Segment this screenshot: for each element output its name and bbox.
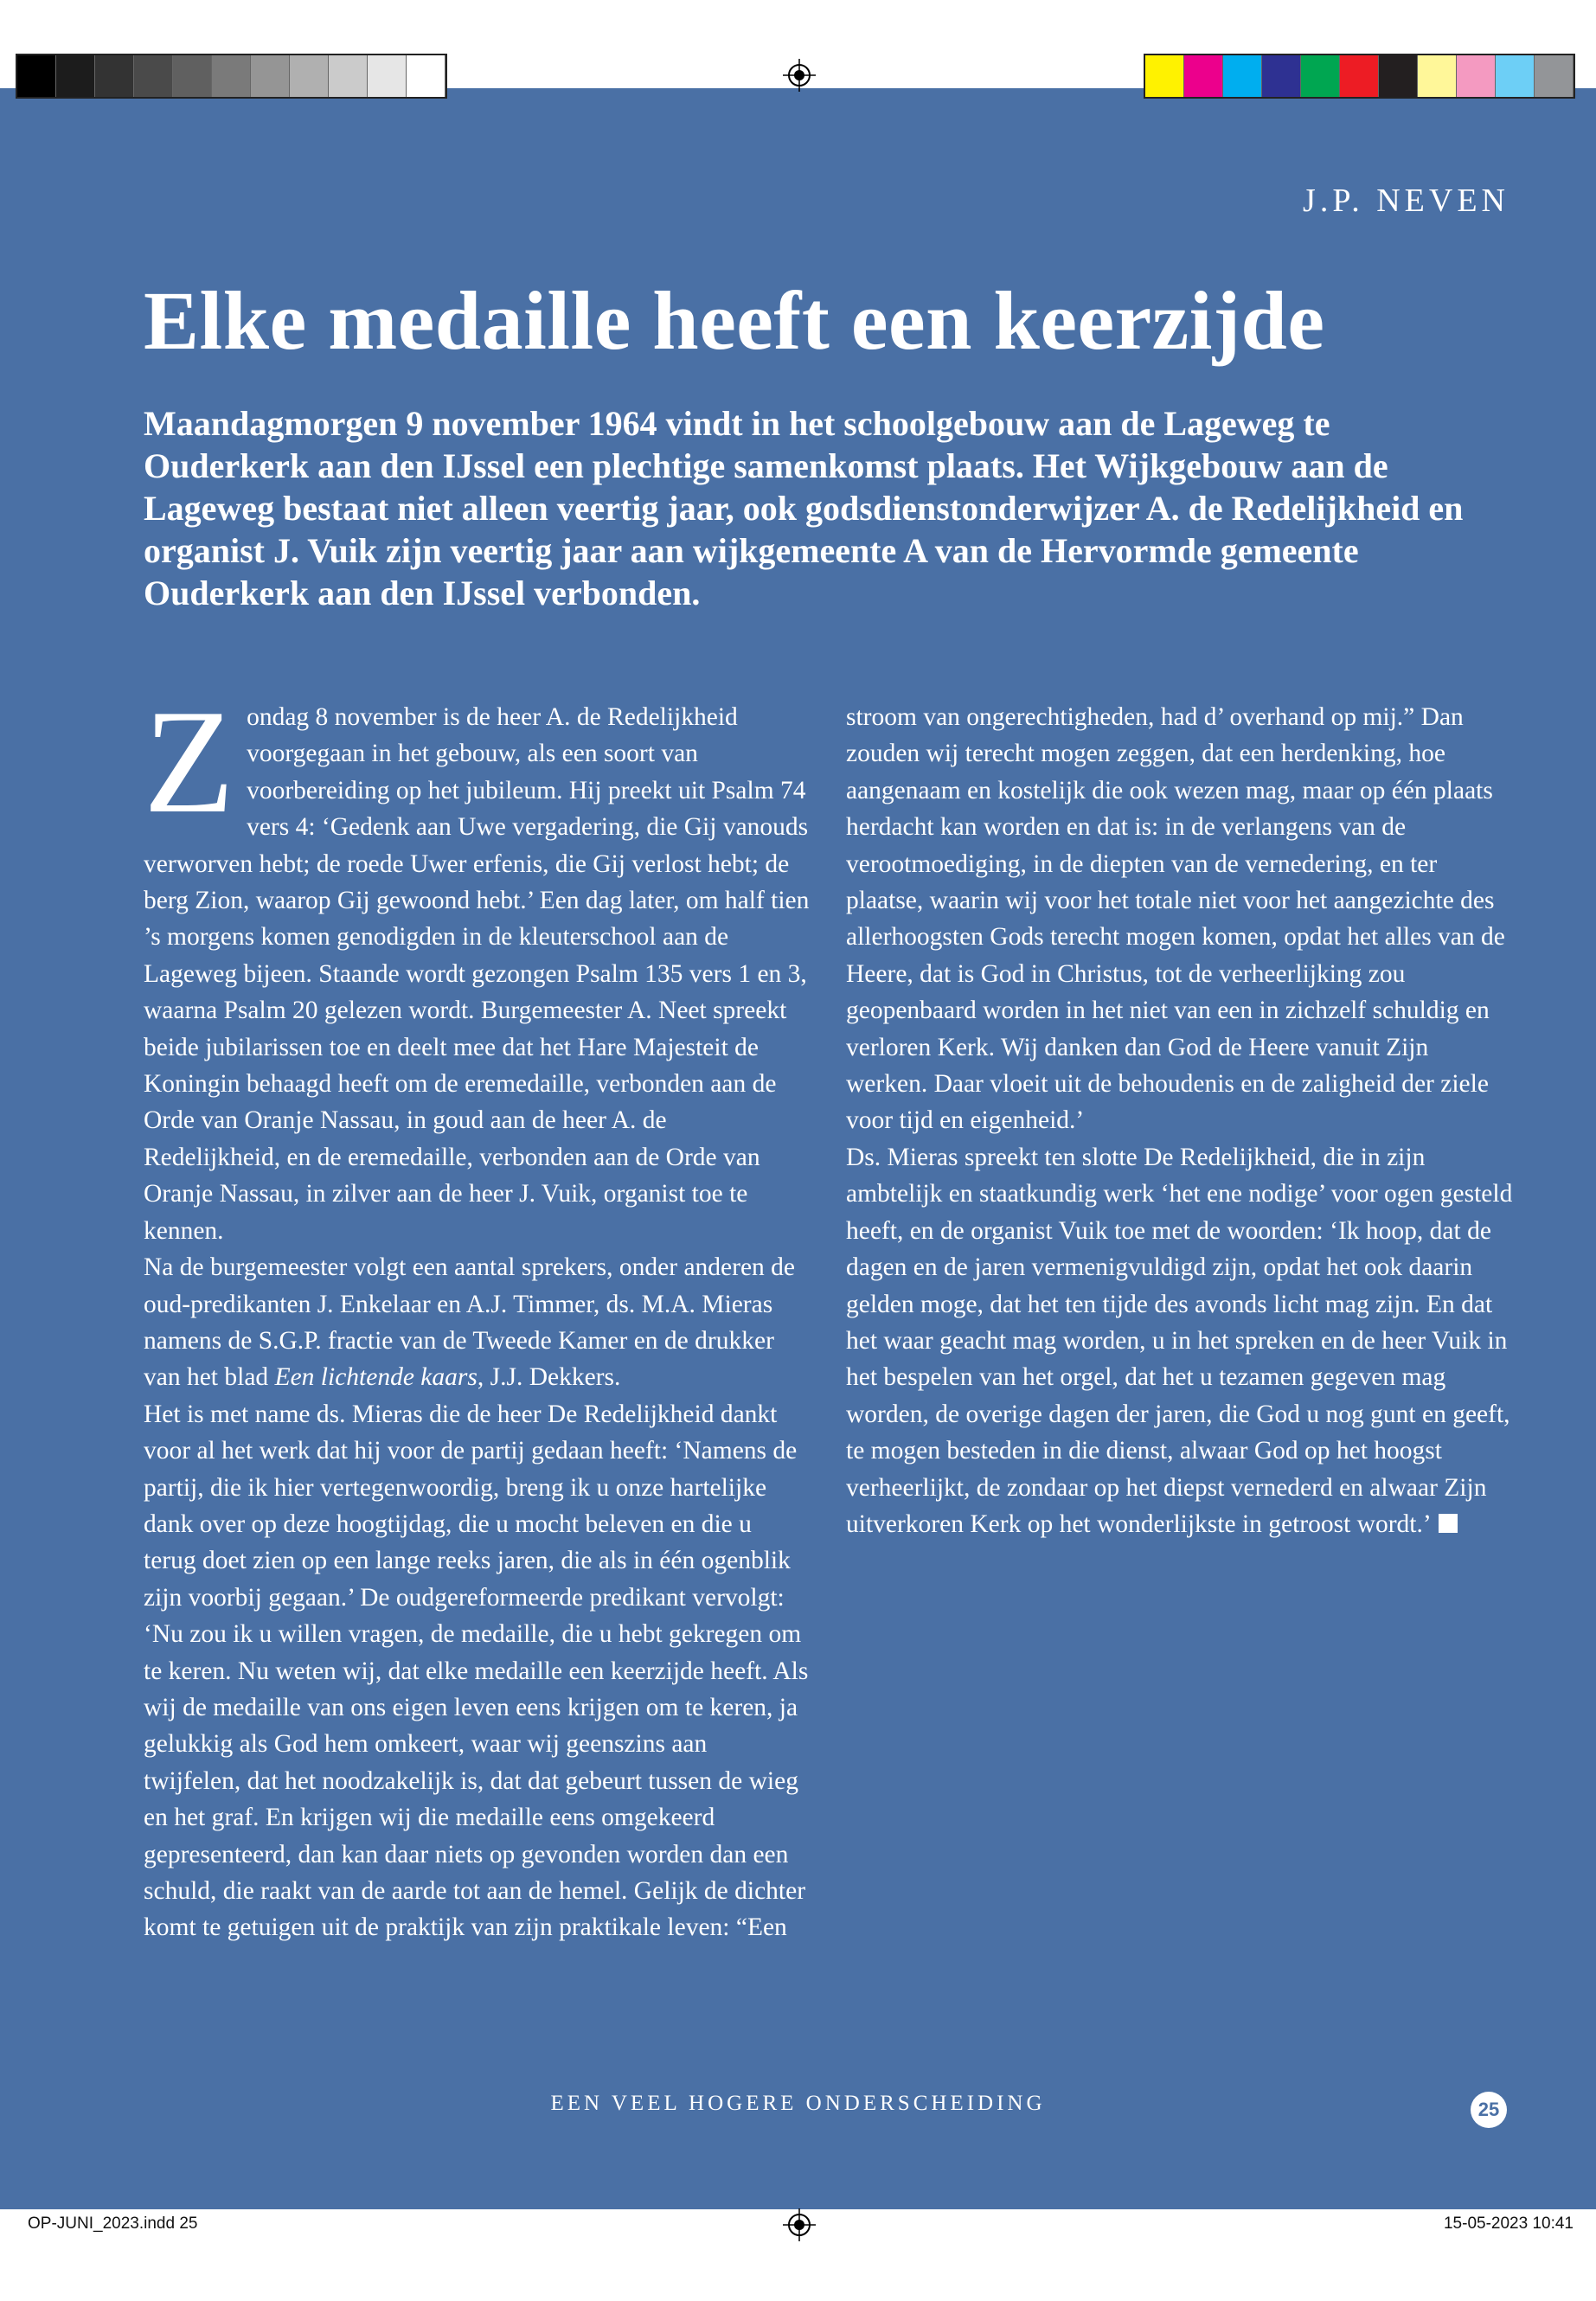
body-paragraph [144, 680, 810, 1249]
paragraph-text: Ds. Mieras spreekt ten slotte De Redelijkheid, die in zijn ambtelijk en staatkundig werk ‘het ene nodige’ voor ogen gesteld heeft, en de organist Vuik toe met de woorden: ‘Ik hoop, dat de dagen en de jaren vermenigvuldigd zijn, opdat het ook daarin gelden moge, dat het ten tijde des avonds licht mag zijn. En dat het waar geacht mag worden, u in het spreken en de heer Vuik in het bespelen van het orgel, dat het u tezamen gegeven mag worden, de overige dagen der jaren, die God u nog gunt en geeft, te mogen besteden in die dienst, alwaar God op het hoogst verheerlijkt, de zondaar op het diepst vernederd en alwaar Zijn uitverkoren Kerk op het wonderlijkste in getroost wordt.’ [846, 1143, 1513, 1538]
color-swatch [1223, 55, 1262, 97]
article-title: Elke medaille heeft een keerzijde [144, 274, 1325, 367]
gray-swatch [173, 55, 212, 97]
body-column-left [144, 680, 810, 1946]
paragraph-text: , J.J. Dekkers. [477, 1363, 621, 1392]
color-swatch [1496, 55, 1535, 97]
paragraph-text: Het is met name ds. Mieras die de heer De Redelijkheid dankt voor al het werk dat hij voor de partij gedaan heeft: ‘Namens de partij, die ik hier vertegenwoordig, breng ik u onze hartelijke dank over op deze hoogtijdag, die u mocht beleven en die u terug doet zien op een lange reeks jaren, die als in één ogenblik zijn voorbij gegaan.’ De oudgereformeerde predikant vervolgt: ‘Nu zou ik u willen vragen, de medaille, die u hebt gekregen om te keren. Nu weten wij, dat elke medaille een keerzijde heeft. Als wij de medaille van ons eigen leven eens krijgen om te keren, ja gelukkig als God hem omkeert, waar wij geenszins aan twijfelen, dat het noodzakelijk is, dat dat gebeurt tussen de wieg en het graf. En krijgen wij die medaille eens omgekeerd gepresenteerd, dan kan daar niets op gevonden worden dan een schuld, die raakt van de aarde tot aan de hemel. Gelijk de dichter komt te getuigen uit de praktijk van zijn praktikale leven: “Een [144, 1400, 809, 1942]
gray-swatch [329, 55, 368, 97]
gray-swatch [290, 55, 329, 97]
drop-cap: Z [144, 680, 235, 844]
gray-swatch [17, 55, 56, 97]
paragraph-text: ondag 8 november is de heer A. de Redelijkheid voorgegaan in het gebouw, als een soort van voorbereiding op het jubileum. Hij preekt uit Psalm 74 vers 4: ‘Gedenk aan Uwe vergadering, die Gij vanouds verworven hebt; de roede Uwer erfenis, die Gij verlost hebt; de berg Zion, waarop Gij gewoond hebt.’ Een dag later, om half tien ’s morgens komen genodigden in de kleuterschool aan de Lageweg bijeen. Staande wordt gezongen Psalm 135 vers 1 en 3, waarna Psalm 20 gelezen wordt. Burgemeester A. Neet spreekt beide jubilarissen toe en deelt mee dat het Hare Majesteit de Koningin behaagd heeft om de eremedaille, verbonden aan de Orde van Oranje Nassau, in goud aan de heer A. de Redelijkheid, en de eremedaille, verbonden aan de Orde van Oranje Nassau, in zilver aan de heer J. Vuik, organist toe te kennen. [144, 703, 810, 1245]
registration-mark-icon [783, 2208, 816, 2241]
author-name: J.P. NEVEN [1303, 183, 1509, 219]
color-swatch [1262, 55, 1301, 97]
gray-calibration-strip [16, 54, 447, 99]
paragraph-text: stroom van ongerechtigheden, had d’ overhand op mij.” Dan zouden wij terecht mogen zeggen, dat een herdenking, hoe aangenaam en kostelijk die ook wezen mag, maar op één plaats herdacht kan worden en dat is: in de verlangens van de verootmoediging, in de diepten van de vernedering, en ter plaatse, waarin wij voor het totale niet voor het aangezichte des allerhoogsten Gods terecht mogen komen, opdat het alles van de Heere, dat is God in Christus, tot de verheerlijking zou geopenbaard worden in het niet van een in zichzelf schuldig en verloren Kerk. Wij danken dan God de Heere vanuit Zijn werken. Daar vloeit uit de behoudenis en de zaligheid der ziele voor tijd en eigenheid.’ [846, 703, 1505, 1135]
page-number-badge: 25 [1471, 2092, 1507, 2128]
body-paragraph-continued [846, 699, 1514, 1139]
color-swatch [1379, 55, 1418, 97]
color-swatch [1184, 55, 1223, 97]
body-paragraph [846, 1139, 1514, 1542]
color-swatch [1535, 55, 1574, 97]
body-column-right [846, 699, 1514, 1542]
color-swatch [1418, 55, 1457, 97]
publication-title: Een lichtende kaars [274, 1363, 478, 1392]
article-intro: Maandagmorgen 9 november 1964 vindt in het schoolgebouw aan de Lageweg te Ouderkerk aan den IJssel een plechtige samenkomst plaats. Het Wijkgebouw aan de Lageweg bestaat niet alleen veertig jaar, ook godsdienstonderwijzer A. de Redelijkheid en organist J. Vuik zijn veertig jaar aan wijkgemeente A van de Hervormde gemeente Ouderkerk aan den IJssel verbonden. [144, 404, 1464, 612]
gray-swatch [251, 55, 290, 97]
gray-swatch [134, 55, 173, 97]
color-swatch [1145, 55, 1184, 97]
color-swatch [1301, 55, 1340, 97]
paragraph-text: Na de burgemeester volgt een aantal sprekers, onder anderen de oud-predikanten J. Enkelaar en A.J. Timmer, ds. M.A. Mieras namens de S.G.P. fractie van de Tweede Kamer en de drukker van het blad [144, 1253, 796, 1392]
color-calibration-strip [1144, 54, 1575, 99]
gray-swatch [56, 55, 95, 97]
print-slug-datetime: 15-05-2023 10:41 [1443, 2214, 1574, 2233]
body-paragraph [144, 1396, 810, 1946]
gray-swatch [212, 55, 251, 97]
running-footer-title: EEN VEEL HOGERE ONDERSCHEIDING [550, 2092, 1046, 2115]
end-of-article-mark [1439, 1514, 1458, 1533]
gray-swatch [407, 55, 445, 97]
gray-swatch [368, 55, 407, 97]
gray-swatch [95, 55, 134, 97]
registration-mark-icon [783, 59, 816, 92]
color-swatch [1340, 55, 1379, 97]
print-slug-filename: OP-JUNI_2023.indd 25 [28, 2214, 198, 2233]
body-paragraph [144, 1249, 810, 1396]
color-swatch [1457, 55, 1496, 97]
